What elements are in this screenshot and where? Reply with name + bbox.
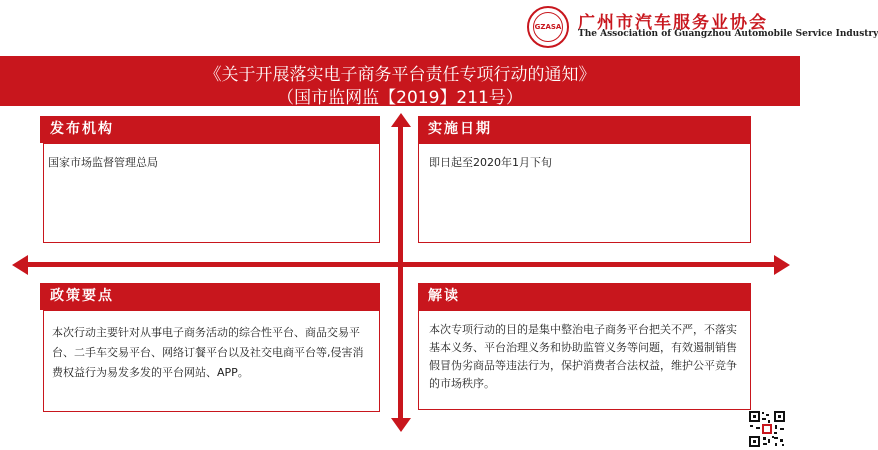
org-name-cn: 广州市汽车服务业协会 bbox=[578, 13, 768, 33]
date-panel-heading: 实施日期 bbox=[418, 116, 751, 143]
interpretation-text: 本次专项行动的目的是集中整治电子商务平台把关不严，不落实基本义务、平台治理义务和协助监管义务等问题，有效遏制销售假冒伪劣商品等违法行为，保护消费者合法权益，维护公平竞争的市场秩序。 bbox=[429, 323, 737, 390]
date-text: 即日起至2020年1月下旬 bbox=[429, 156, 552, 169]
horizontal-axis bbox=[20, 262, 780, 267]
arrow-right-icon bbox=[774, 255, 790, 275]
policy-points-panel-heading: 政策要点 bbox=[40, 283, 380, 310]
notice-document-number: （国市监网监【2019】211号） bbox=[277, 88, 523, 108]
title-banner bbox=[0, 56, 800, 106]
vertical-axis bbox=[398, 120, 403, 420]
issuer-panel-body bbox=[43, 143, 380, 243]
arrow-left-icon bbox=[12, 255, 28, 275]
policy-points-panel-body bbox=[43, 310, 380, 412]
qr-code-icon bbox=[748, 410, 786, 448]
arrow-down-icon bbox=[391, 418, 411, 432]
org-name-en: The Association of Guangzhou Automobile Service Industry bbox=[578, 29, 878, 39]
notice-title: 《关于开展落实电子商务平台责任专项行动的通知》 bbox=[204, 65, 596, 85]
logo-inner-ring bbox=[533, 12, 563, 42]
arrow-up-icon bbox=[391, 113, 411, 127]
interpretation-panel-body bbox=[418, 310, 751, 410]
association-logo bbox=[527, 6, 569, 48]
issuer-panel-heading: 发布机构 bbox=[40, 116, 380, 143]
date-panel-body bbox=[418, 143, 751, 243]
logo-text: GZASA bbox=[534, 23, 562, 31]
issuer-text: 国家市场监督管理总局 bbox=[48, 156, 158, 169]
policy-points-text: 本次行动主要针对从事电子商务活动的综合性平台、商品交易平台、二手车交易平台、网络订餐平台以及社交电商平台等,侵害消费权益行为易发多发的平台网站、APP。 bbox=[52, 326, 364, 379]
interpretation-panel-heading: 解读 bbox=[418, 283, 751, 310]
